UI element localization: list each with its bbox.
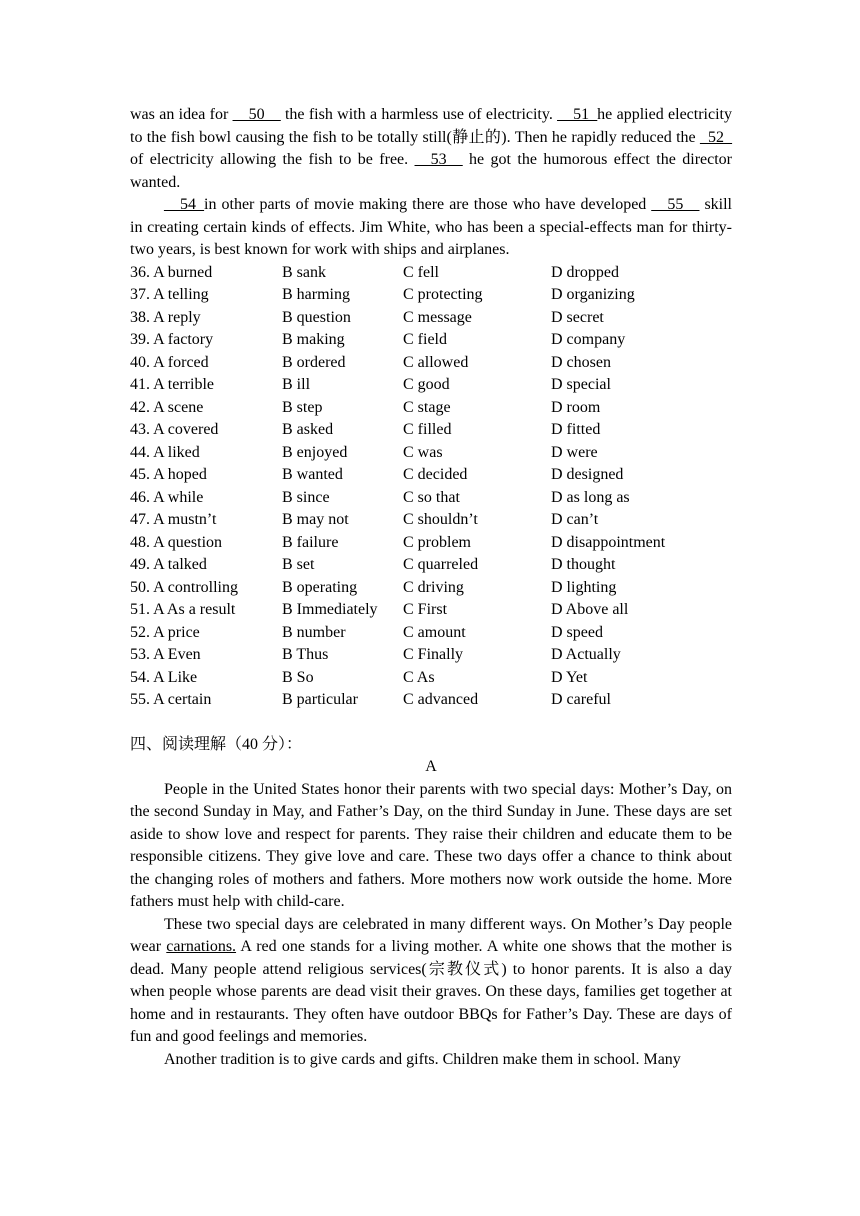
option-c: C protecting — [403, 286, 483, 303]
option-d: D room — [551, 398, 601, 416]
option-a: 45. A hoped — [130, 466, 207, 483]
option-d: D Actually — [551, 646, 621, 663]
option-b: B ill — [282, 376, 311, 393]
option-d: D chosen — [551, 353, 611, 371]
option-row — [130, 622, 731, 645]
option-a: 46. A while — [130, 488, 204, 506]
option-c: C As — [403, 668, 435, 686]
option-c: C was — [403, 443, 443, 461]
option-c: C problem — [403, 533, 471, 551]
option-b: B number — [282, 623, 346, 641]
passage-a-paragraph-3: Another tradition is to give cards and gifts. Children make them in school. Many — [164, 1050, 681, 1068]
option-row — [130, 307, 731, 330]
option-b: B question — [282, 308, 351, 326]
option-a: 43. A covered — [130, 421, 219, 438]
option-d: D secret — [551, 308, 604, 326]
option-row — [130, 509, 731, 532]
option-c: C amount — [403, 623, 466, 641]
option-c: C First — [403, 601, 448, 618]
option-a: 48. A question — [130, 533, 223, 551]
option-a: 49. A talked — [130, 556, 207, 573]
option-d: D dropped — [551, 263, 619, 281]
option-d: D Above all — [551, 601, 629, 618]
text: he got the humorous effect the director wanted. — [130, 151, 733, 191]
option-b: B failure — [282, 533, 339, 551]
text: skill in creating certain kinds of effects. Jim White, who has been a special-effects man for thirty-two years, is best known for work with ships and airplanes. — [130, 196, 733, 258]
text: the fish with a harmless use of electricity. — [280, 106, 558, 123]
option-b: B operating — [282, 578, 358, 596]
passage-label: A — [425, 758, 437, 775]
option-a: 41. A terrible — [130, 376, 214, 393]
option-row — [130, 352, 731, 375]
option-c: C advanced — [403, 691, 479, 708]
option-a: 40. A forced — [130, 353, 209, 371]
blank-52: _52_ — [700, 128, 732, 146]
text: was an idea for — [130, 106, 233, 123]
option-a: 37. A telling — [130, 286, 209, 303]
option-c: C driving — [403, 578, 464, 596]
cloze-paragraph-2 — [130, 194, 732, 262]
option-b: B Thus — [282, 646, 329, 663]
option-c: C Finally — [403, 646, 464, 663]
text: he applied electricity to the fish bowl causing the fish to be totally still(静止的). Then he rapidly reduced the — [130, 106, 732, 146]
option-row — [130, 419, 731, 442]
option-row — [130, 667, 731, 690]
option-d: D designed — [551, 466, 624, 483]
option-c: C field — [403, 331, 447, 348]
option-row — [130, 689, 731, 712]
option-b: B making — [282, 331, 345, 348]
section-heading: 四、阅读理解（40 分）： — [130, 735, 303, 753]
option-row — [130, 262, 731, 285]
option-b: B since — [282, 488, 330, 506]
blank-55: __55__ — [651, 196, 700, 213]
options-table — [130, 262, 731, 712]
option-a: 39. A factory — [130, 331, 214, 348]
option-d: D fitted — [551, 421, 601, 438]
blank-54: __54_ — [164, 196, 204, 213]
blank-51: __51_ — [557, 106, 598, 123]
option-a: 42. A scene — [130, 398, 204, 416]
option-row — [130, 464, 731, 487]
option-a: 54. A Like — [130, 668, 198, 686]
option-d: D organizing — [551, 286, 635, 303]
option-row — [130, 374, 731, 397]
option-b: B may not — [282, 511, 349, 528]
option-row — [130, 554, 731, 577]
underlined-word: carnations. — [166, 938, 237, 955]
option-b: B enjoyed — [282, 443, 348, 461]
passage-a-paragraph-1: People in the United States honor their parents with two special days: Mother’s Day, on the second Sunday in May, and Father’s Day, on the third Sunday in June. These days are set aside to show love and respect for parents. They raise their children and educate them to be responsible citizens. They give love and care. These two days offer a chance to think about the changing roles of mothers and fathers. More mothers now work outside the home. More fathers must help with child-care. — [130, 780, 732, 910]
option-d: D Yet — [551, 668, 588, 686]
option-c: C so that — [403, 488, 460, 506]
cloze-paragraph-1 — [130, 104, 732, 194]
option-c: C stage — [403, 398, 451, 416]
passage-a-paragraph-2 — [130, 914, 732, 1049]
option-d: D as long as — [551, 488, 630, 506]
option-a: 50. A controlling — [130, 578, 238, 596]
option-d: D lighting — [551, 578, 617, 596]
option-a: 47. A mustn’t — [130, 511, 217, 528]
option-a: 38. A reply — [130, 308, 201, 326]
option-row — [130, 532, 731, 555]
option-b: B particular — [282, 691, 358, 708]
text: These two special days are celebrated in many different ways. On Mother’s Day people wear — [130, 915, 732, 955]
option-d: D disappointment — [551, 533, 666, 551]
option-a: 55. A certain — [130, 691, 212, 708]
option-b: B harming — [282, 286, 350, 303]
blank-53: __53__ — [414, 151, 463, 168]
option-a: 53. A Even — [130, 646, 201, 663]
option-b: B sank — [282, 263, 326, 281]
option-d: D speed — [551, 623, 603, 641]
option-c: C shouldn’t — [403, 511, 478, 528]
blank-50: __50__ — [232, 106, 281, 123]
text: A red one stands for a living mother. A white one shows that the mother is dead. Many people attend religious services(宗教仪式) to honor parents. It is also a day when people whose parents are dead visit their graves. On these days, families get together at home and in restaurants. They often have outdoor BBQs for Father’s Day. These are days of fun and good feelings and memories. — [130, 938, 733, 1045]
option-d: D were — [551, 443, 598, 461]
option-b: B step — [282, 398, 323, 416]
option-b: B asked — [282, 421, 334, 438]
option-a: 36. A burned — [130, 263, 213, 281]
option-c: C filled — [403, 421, 452, 438]
option-b: B Immediately — [282, 601, 378, 618]
option-d: D careful — [551, 691, 611, 708]
option-a: 51. A As a result — [130, 601, 236, 618]
text: in other parts of movie making there are those who have developed — [204, 196, 652, 213]
option-row — [130, 599, 731, 622]
option-c: C allowed — [403, 353, 469, 371]
option-d: D thought — [551, 556, 616, 573]
option-b: B So — [282, 668, 314, 686]
option-row — [130, 487, 731, 510]
option-c: C fell — [403, 263, 439, 281]
option-c: C quarreled — [403, 556, 479, 573]
option-a: 52. A price — [130, 623, 200, 641]
option-b: B ordered — [282, 353, 346, 371]
option-row — [130, 329, 731, 352]
option-b: B set — [282, 556, 315, 573]
option-d: D company — [551, 331, 626, 348]
option-d: D can’t — [551, 511, 599, 528]
option-b: B wanted — [282, 466, 343, 483]
option-a: 44. A liked — [130, 443, 200, 461]
option-row — [130, 442, 731, 465]
option-c: C message — [403, 308, 472, 326]
option-row — [130, 397, 731, 420]
option-row — [130, 284, 731, 307]
option-d: D special — [551, 376, 611, 393]
option-row — [130, 577, 731, 600]
option-c: C decided — [403, 466, 468, 483]
text: of electricity allowing the fish to be free. — [130, 151, 415, 168]
option-c: C good — [403, 376, 450, 393]
document-page — [130, 104, 732, 1071]
option-row — [130, 644, 731, 667]
